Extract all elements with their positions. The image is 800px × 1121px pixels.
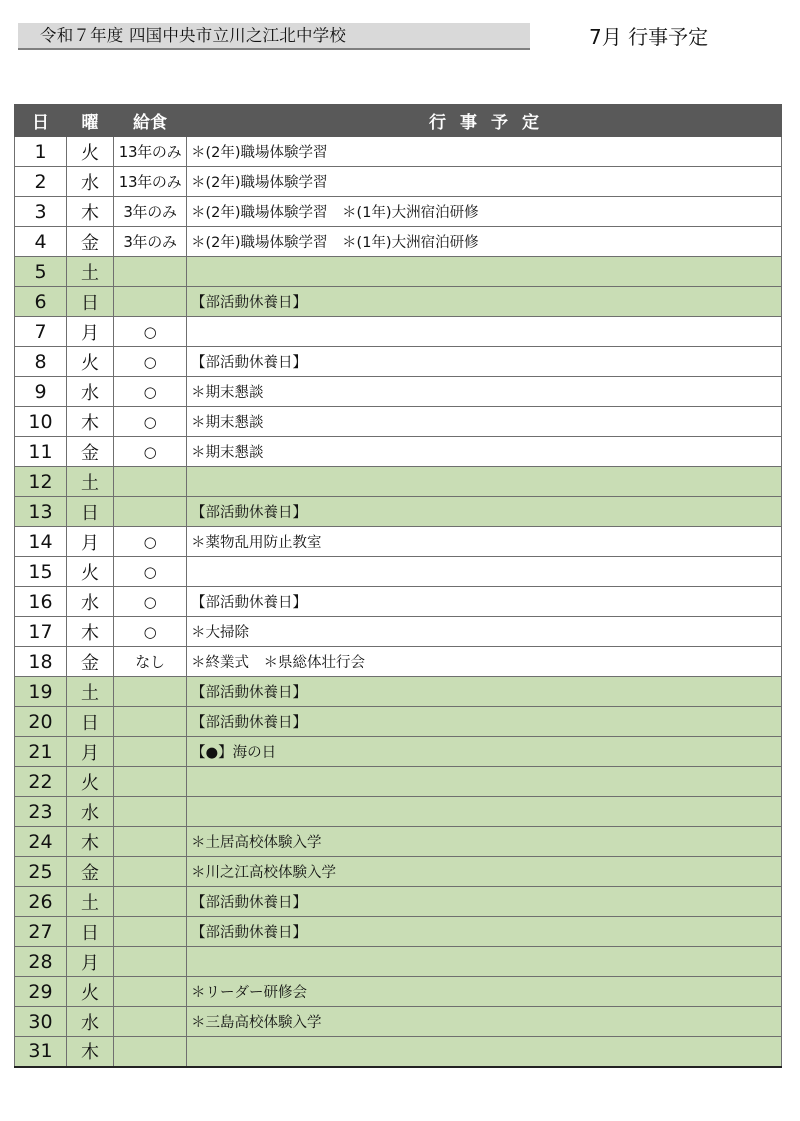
events-cell: ＊大掃除 [187, 617, 782, 647]
events-cell: 【部活動休養日】 [187, 917, 782, 947]
events-cell: 【部活動休養日】 [187, 287, 782, 317]
events-cell: 【部活動休養日】 [187, 677, 782, 707]
events-cell: ＊土居高校体験入学 [187, 827, 782, 857]
events-cell [187, 1037, 782, 1067]
day-cell: 24 [15, 827, 67, 857]
schedule-table [14, 104, 782, 1068]
weekday-cell: 土 [67, 257, 114, 287]
table-row [15, 167, 782, 197]
table-row [15, 1037, 782, 1067]
day-cell: 10 [15, 407, 67, 437]
weekday-cell: 月 [67, 527, 114, 557]
lunch-cell [114, 797, 187, 827]
day-cell: 8 [15, 347, 67, 377]
lunch-cell [114, 1007, 187, 1037]
lunch-cell [114, 467, 187, 497]
lunch-cell: ○ [114, 587, 187, 617]
weekday-cell: 火 [67, 347, 114, 377]
month-title: 7月 行事予定 [589, 25, 709, 49]
weekday-cell: 水 [67, 587, 114, 617]
events-cell: ＊薬物乱用防止教室 [187, 527, 782, 557]
table-row [15, 527, 782, 557]
weekday-cell: 水 [67, 797, 114, 827]
lunch-cell [114, 257, 187, 287]
day-cell: 23 [15, 797, 67, 827]
table-row [15, 857, 782, 887]
events-cell: ＊期末懇談 [187, 377, 782, 407]
weekday-cell: 木 [67, 197, 114, 227]
table-row [15, 707, 782, 737]
weekday-cell: 火 [67, 767, 114, 797]
table-row [15, 647, 782, 677]
events-cell: ＊リーダー研修会 [187, 977, 782, 1007]
events-cell [187, 947, 782, 977]
day-cell: 7 [15, 317, 67, 347]
weekday-cell: 金 [67, 857, 114, 887]
day-cell: 6 [15, 287, 67, 317]
weekday-cell: 木 [67, 617, 114, 647]
events-cell: 【部活動休養日】 [187, 887, 782, 917]
events-cell: ＊終業式 ＊県総体壮行会 [187, 647, 782, 677]
weekday-cell: 日 [67, 917, 114, 947]
weekday-cell: 木 [67, 827, 114, 857]
day-cell: 11 [15, 437, 67, 467]
lunch-cell [114, 917, 187, 947]
table-row [15, 827, 782, 857]
weekday-cell: 水 [67, 377, 114, 407]
lunch-cell [114, 827, 187, 857]
weekday-cell: 土 [67, 887, 114, 917]
table-row [15, 137, 782, 167]
weekday-cell: 日 [67, 707, 114, 737]
day-cell: 17 [15, 617, 67, 647]
day-cell: 30 [15, 1007, 67, 1037]
day-cell: 5 [15, 257, 67, 287]
weekday-cell: 土 [67, 467, 114, 497]
weekday-cell: 月 [67, 947, 114, 977]
events-cell: 【部活動休養日】 [187, 707, 782, 737]
events-cell [187, 557, 782, 587]
lunch-cell [114, 857, 187, 887]
table-row [15, 617, 782, 647]
table-row [15, 497, 782, 527]
table-row [15, 407, 782, 437]
day-cell: 16 [15, 587, 67, 617]
lunch-cell: ○ [114, 557, 187, 587]
events-cell [187, 317, 782, 347]
day-cell: 22 [15, 767, 67, 797]
lunch-cell [114, 1037, 187, 1067]
table-row [15, 347, 782, 377]
col-header-day: 日 [15, 105, 67, 137]
events-cell: 【●】海の日 [187, 737, 782, 767]
events-cell: ＊三島高校体験入学 [187, 1007, 782, 1037]
table-row [15, 197, 782, 227]
table-row [15, 797, 782, 827]
events-cell: ＊期末懇談 [187, 437, 782, 467]
table-row [15, 887, 782, 917]
day-cell: 14 [15, 527, 67, 557]
weekday-cell: 火 [67, 557, 114, 587]
day-cell: 9 [15, 377, 67, 407]
events-cell: 【部活動休養日】 [187, 347, 782, 377]
events-cell: ＊(2年)職場体験学習 [187, 167, 782, 197]
events-cell [187, 767, 782, 797]
day-cell: 4 [15, 227, 67, 257]
weekday-cell: 金 [67, 437, 114, 467]
weekday-cell: 日 [67, 287, 114, 317]
day-cell: 29 [15, 977, 67, 1007]
events-cell [187, 467, 782, 497]
day-cell: 12 [15, 467, 67, 497]
table-row [15, 677, 782, 707]
weekday-cell: 金 [67, 647, 114, 677]
lunch-cell: ○ [114, 377, 187, 407]
school-name: 令和７年度 四国中央市立川之江北中学校 [18, 23, 530, 50]
day-cell: 27 [15, 917, 67, 947]
table-row [15, 227, 782, 257]
weekday-cell: 土 [67, 677, 114, 707]
table-row [15, 557, 782, 587]
day-cell: 28 [15, 947, 67, 977]
lunch-cell [114, 977, 187, 1007]
day-cell: 31 [15, 1037, 67, 1067]
lunch-cell [114, 497, 187, 527]
day-cell: 19 [15, 677, 67, 707]
events-cell: ＊期末懇談 [187, 407, 782, 437]
events-cell [187, 797, 782, 827]
table-row [15, 467, 782, 497]
day-cell: 21 [15, 737, 67, 767]
weekday-cell: 月 [67, 737, 114, 767]
table-row [15, 377, 782, 407]
day-cell: 18 [15, 647, 67, 677]
weekday-cell: 月 [67, 317, 114, 347]
col-header-weekday: 曜 [67, 105, 114, 137]
day-cell: 26 [15, 887, 67, 917]
day-cell: 25 [15, 857, 67, 887]
weekday-cell: 木 [67, 407, 114, 437]
table-row [15, 917, 782, 947]
lunch-cell: 3年のみ [114, 197, 187, 227]
events-cell: ＊川之江高校体験入学 [187, 857, 782, 887]
weekday-cell: 水 [67, 1007, 114, 1037]
header-row [15, 105, 782, 137]
col-header-events: 行事予定 [187, 105, 782, 137]
day-cell: 13 [15, 497, 67, 527]
lunch-cell [114, 887, 187, 917]
table-row [15, 1007, 782, 1037]
table-row [15, 737, 782, 767]
weekday-cell: 火 [67, 137, 114, 167]
lunch-cell: ○ [114, 437, 187, 467]
table-row [15, 317, 782, 347]
lunch-cell: ○ [114, 527, 187, 557]
day-cell: 3 [15, 197, 67, 227]
table-row [15, 257, 782, 287]
events-cell: ＊(2年)職場体験学習 ＊(1年)大洲宿泊研修 [187, 197, 782, 227]
events-cell: ＊(2年)職場体験学習 [187, 137, 782, 167]
weekday-cell: 木 [67, 1037, 114, 1067]
table-row [15, 977, 782, 1007]
lunch-cell [114, 767, 187, 797]
lunch-cell [114, 707, 187, 737]
table-row [15, 947, 782, 977]
day-cell: 15 [15, 557, 67, 587]
weekday-cell: 日 [67, 497, 114, 527]
table-row [15, 767, 782, 797]
table-row [15, 587, 782, 617]
lunch-cell: ○ [114, 407, 187, 437]
day-cell: 1 [15, 137, 67, 167]
lunch-cell [114, 737, 187, 767]
events-cell: ＊(2年)職場体験学習 ＊(1年)大洲宿泊研修 [187, 227, 782, 257]
events-cell: 【部活動休養日】 [187, 497, 782, 527]
lunch-cell: 13年のみ [114, 167, 187, 197]
lunch-cell: 3年のみ [114, 227, 187, 257]
lunch-cell: 13年のみ [114, 137, 187, 167]
lunch-cell [114, 287, 187, 317]
lunch-cell [114, 947, 187, 977]
lunch-cell: ○ [114, 347, 187, 377]
table-row [15, 437, 782, 467]
weekday-cell: 金 [67, 227, 114, 257]
lunch-cell [114, 677, 187, 707]
day-cell: 20 [15, 707, 67, 737]
lunch-cell: ○ [114, 617, 187, 647]
day-cell: 2 [15, 167, 67, 197]
events-cell [187, 257, 782, 287]
weekday-cell: 火 [67, 977, 114, 1007]
col-header-lunch: 給食 [114, 105, 187, 137]
lunch-cell: なし [114, 647, 187, 677]
lunch-cell: ○ [114, 317, 187, 347]
events-cell: 【部活動休養日】 [187, 587, 782, 617]
table-row [15, 287, 782, 317]
weekday-cell: 水 [67, 167, 114, 197]
